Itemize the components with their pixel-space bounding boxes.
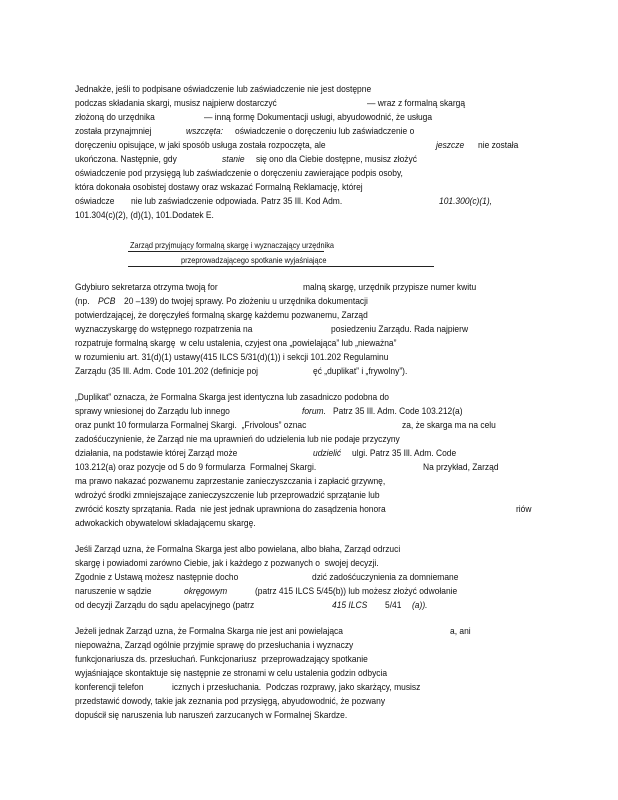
text-line: 20 –139) do twojej sprawy. Po złożeniu u urzędnika dokumentacji [124,296,368,307]
text-line: naruszenie w sądzie [75,586,152,597]
text-line: 101.300(c)(1), [439,196,493,207]
text-line: Zarządu (35 Ill. Adm. Code 101.202 (definicje poj [75,366,259,377]
text-line: jeszcze [436,140,465,151]
text-line: Na przykład, Zarząd [423,462,499,473]
text-line: udzielić [313,448,342,459]
text-line: (np. [75,296,90,307]
text-line: 103.212(a) oraz pozycje od 5 do 9 formularza Formalnej Skargi. [75,462,317,473]
text-line: — wraz z formalną skargą [367,98,466,109]
text-line: wyjaśniające skontaktuje się następnie ze stronami w celu ustalenia godzin odbycia [75,668,388,679]
text-line: w rozumieniu art. 31(d)(1) ustawy(415 ILCS 5/31(d)(1)) i sekcji 101.202 Regulaminu [75,352,389,363]
text-line: oświadczenie pod przysięgą lub zaświadczenie o doręczeniu zawierające podpis osoby, [75,168,403,179]
text-line: 101.304(c)(2), (d)(1), 101.Dodatek E. [75,210,214,221]
text-line: działania, na podstawie której Zarząd może [75,448,238,459]
text-line: ma prawo nakazać pozwanemu zaprzestanie zanieczyszczania i zapłacić grzywnę, [75,476,386,487]
text-line: Jednakże, jeśli to podpisane oświadczenie lub zaświadczenie nie jest dostępne [75,84,372,95]
text-line: od decyzji Zarządu do sądu apelacyjnego (patrz [75,600,255,611]
text-line: dzić zadośćuczynienia za domniemane [312,572,459,583]
heading-line-1: Zarząd przyjmujący formalną skargę i wyznaczający urzędnika [130,240,334,250]
text-line: Zgodnie z Ustawą możesz następnie docho [75,572,239,583]
text-line: malną skargę, urzędnik przypisze numer kwitu [303,282,477,293]
text-line: potwierdzającej, że doręczyłeś formalną skargę każdemu pozwanemu, Zarząd [75,310,368,321]
text-line: zwrócić koszty sprzątania. Rada nie jest jednak uprawniona do zasądzenia honora [75,504,386,515]
text-line: funkcjonariusza ds. przesłuchań. Funkcjonariusz przeprowadzający spotkanie [75,654,368,665]
text-line: PCB [98,296,116,307]
text-line: riów [516,504,532,515]
text-line: ulgi. Patrz 35 Ill. Adm. Code [352,448,457,459]
text-line: (patrz 415 ILCS 5/45(b)) lub możesz złożyć odwołanie [255,586,458,597]
text-line: niepoważna, Zarząd ogólnie przyjmie sprawę do przesłuchania i wyznaczy [75,640,354,651]
text-line: oświadczenie o doręczeniu lub zaświadczenie o [235,126,415,137]
text-line: ęć „duplikat” i „frywolny”). [313,366,408,377]
text-line: sprawy wniesionej do Zarządu lub innego [75,406,230,417]
text-line: okręgowym [184,586,228,597]
text-line: rozpatruje formalną skargę w celu ustalenia, czyjest ona „powielająca” lub „nieważna” [75,338,397,349]
text-line: oraz punkt 10 formularza Formalnej Skargi. „Frivolous” oznac [75,420,307,431]
heading-underline-2 [128,266,434,267]
text-line: wdrożyć środki zmniejszające zanieczyszczenie lub przeprowadzić sprzątanie lub [75,490,380,501]
heading-line-2: przeprowadzającego spotkanie wyjaśniające [181,255,327,265]
text-line: a, ani [450,626,471,637]
text-line: ukończona. Następnie, gdy [75,154,177,165]
text-line: Patrz 35 Ill. Adm. Code 103.212(a) [333,406,463,417]
text-line: (a)). [412,600,428,611]
heading-underline-1 [128,251,324,252]
text-line: — inną formę Dokumentacji usługi, abyudowodnić, że usługa [204,112,433,123]
text-line: adwokackich obywatelowi składającemu skargę. [75,518,256,529]
text-line: zadośćuczynienie, że Zarząd nie ma uprawnień do udzielenia lub nie podaje przyczyny [75,434,400,445]
text-line: posiedzeniu Zarządu. Rada najpierw [331,324,469,335]
text-line: wyznaczyskargę do wstępnego rozpatrzenia na [75,324,253,335]
text-line: Jeśli Zarząd uzna, że Formalna Skarga jest albo powielana, albo błaha, Zarząd odrzuci [75,544,401,555]
text-line: doręczeniu opisujące, w jaki sposób usługa została rozpoczęta, ale [75,140,326,151]
text-line: została przynajmniej [75,126,152,137]
text-line: podczas składania skargi, musisz najpierw dostarczyć [75,98,277,109]
text-line: Gdybiuro sekretarza otrzyma twoją for [75,282,218,293]
text-line: wszczęta: [186,126,224,137]
text-line: „Duplikat” oznacza, że Formalna Skarga jest identyczna lub zasadniczo podobna do [75,392,389,403]
text-line: 5/41 [385,600,402,611]
text-line: złożoną do urzędnika [75,112,155,123]
text-line: oświadcze [75,196,115,207]
text-line: icznych i przesłuchania. Podczas rozprawy, jako skarżący, musisz [172,682,421,693]
text-line: która dokonała osobistej dostawy oraz wskazać Formalną Reklamację, której [75,182,363,193]
text-line: nie została [478,140,519,151]
text-line: Jeżeli jednak Zarząd uzna, że Formalna Skarga nie jest ani powielająca [75,626,343,637]
text-line: stanie [222,154,245,165]
text-line: forum. [302,406,326,417]
text-line: 415 ILCS [332,600,368,611]
text-line: się ono dla Ciebie dostępne, musisz złożyć [256,154,417,165]
text-line: dopuścił się naruszenia lub naruszeń zarzucanych w Formalnej Skardze. [75,710,348,721]
text-line: nie lub zaświadczenie odpowiada. Patrz 35 Ill. Kod Adm. [131,196,343,207]
text-line: skargę i powiadomi zarówno Ciebie, jak i każdego z pozwanych o swojej decyzji. [75,558,379,569]
text-line: przedstawić dowody, takie jak zeznania pod przysięgą, abyudowodnić, że pozwany [75,696,386,707]
text-line: za, że skarga ma na celu [402,420,496,431]
text-line: konferencji telefon [75,682,144,693]
